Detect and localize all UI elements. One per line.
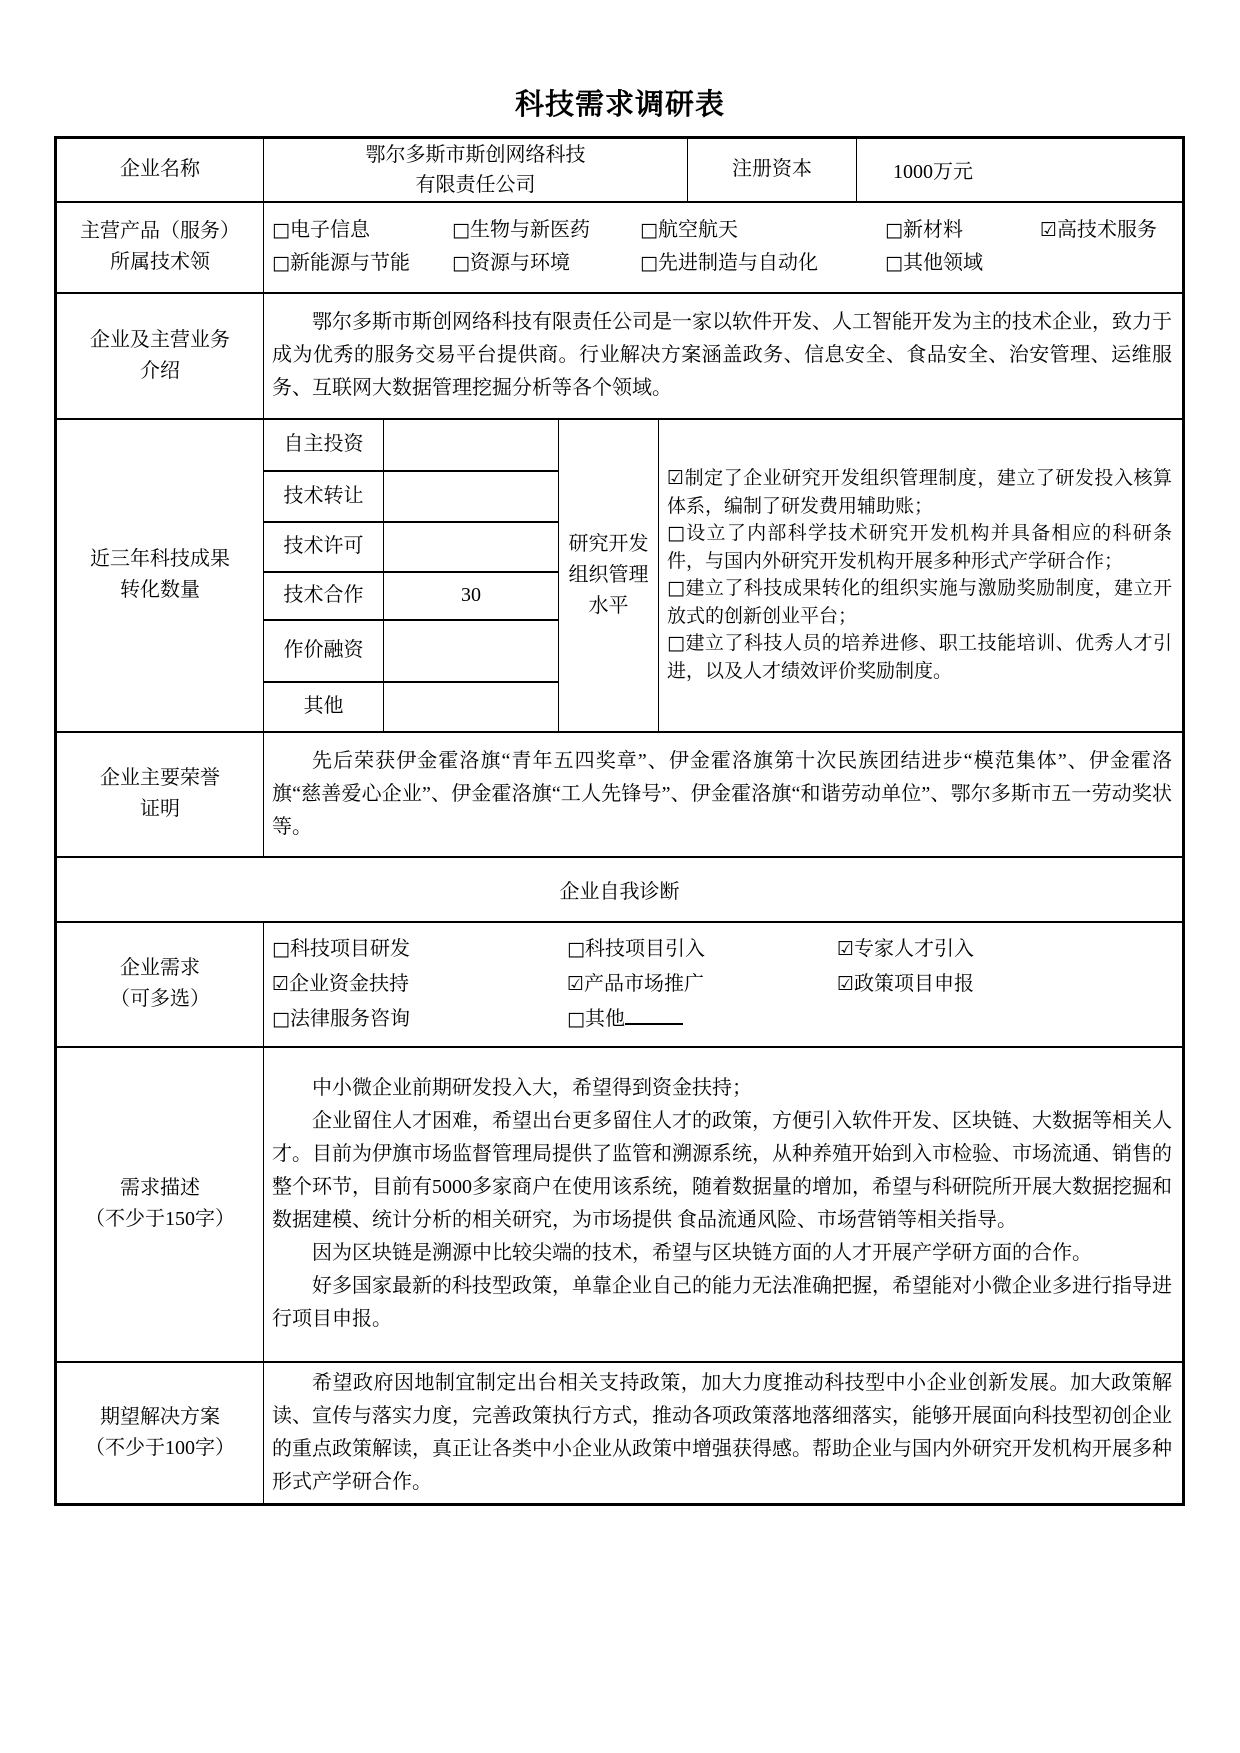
option-label: 科技项目引入	[584, 937, 705, 960]
honors-label-line1: 企业主要荣誉	[100, 767, 220, 789]
rd-level-label	[559, 419, 659, 732]
checked-checkbox-icon: ☑	[837, 937, 855, 960]
tech-field-options	[264, 202, 1184, 293]
conversion-label-line2: 转化数量	[120, 579, 200, 601]
option-label: 新材料	[902, 219, 963, 241]
option-label: 航空航天	[657, 219, 738, 241]
company-name-line1: 鄂尔多斯市斯创网络科技	[365, 143, 586, 166]
conversion-row-label: 其他	[264, 682, 384, 732]
intro-label-line2: 介绍	[140, 359, 180, 382]
conversion-label-line1: 近三年科技成果	[90, 548, 230, 570]
checkbox-icon: □	[667, 522, 687, 544]
rd-option	[667, 575, 1172, 630]
row-demand	[56, 1047, 1184, 1362]
tech-field-label	[56, 202, 264, 293]
checkbox-icon: □	[272, 252, 290, 274]
conversion-row-label: 自主投资	[264, 419, 384, 471]
option-label: 专家人才引入	[854, 937, 975, 960]
tech-field-option	[452, 214, 640, 247]
needs-option	[567, 967, 837, 1002]
rd-option	[667, 520, 1172, 575]
checkbox-icon: □	[272, 219, 290, 241]
conversion-row-value	[384, 522, 559, 572]
tech-field-option	[640, 214, 885, 247]
solution-text-cell	[264, 1362, 1184, 1505]
checked-checkbox-icon: ☑	[567, 972, 585, 995]
needs-option	[567, 932, 837, 967]
conversion-row-value: 30	[384, 572, 559, 620]
checkbox-icon: □	[667, 632, 686, 654]
option-label: 企业资金扶持	[289, 972, 410, 995]
rd-option-text: 建立了科技人员的培养进修、职工技能培训、优秀人才引进，以及人才绩效评价奖励制度。	[667, 633, 1172, 682]
registered-capital-value: 1000万元	[857, 138, 1184, 202]
solution-label-line2: （不少于100字）	[85, 1436, 235, 1459]
row-self-diagnosis	[56, 857, 1184, 922]
needs-options-row1	[272, 932, 1172, 967]
checkbox-icon: □	[272, 937, 290, 960]
demand-paragraph: 好多国家最新的科技型政策，单靠企业自己的能力无法准确把握，希望能对小微企业多进行指导进行项目申报。	[272, 1275, 1172, 1330]
solution-label	[56, 1362, 264, 1505]
row-company	[56, 138, 1184, 202]
rd-option	[667, 630, 1172, 685]
honors-label	[56, 732, 264, 857]
demand-text-cell	[264, 1047, 1184, 1362]
tech-field-options-row2	[272, 247, 1172, 280]
company-name-line2: 有限责任公司	[415, 173, 536, 196]
checkbox-icon: □	[452, 252, 470, 274]
option-label: 科技项目研发	[289, 937, 410, 960]
survey-title: 科技需求调研表	[514, 89, 725, 121]
row-honors	[56, 732, 1184, 857]
needs-option	[272, 967, 567, 1002]
demand-paragraph: 企业留住人才困难，希望出台更多留住人才的政策，方便引入软件开发、区块链、大数据等相关人才。目前为伊旗市场监督管理局提供了监管和溯源系统，从种养殖开始到入市检验、市场流通、销售的整个环节，目前有5000多家商户在使用该系统，随着数据量的增加，希望与科研院所开展大数据挖掘和数据建模、统计分析的相关研究，为市场提供 食品流通风险、市场营销等相关指导。	[272, 1110, 1172, 1231]
registered-capital-label: 注册资本	[688, 138, 857, 202]
solution-label-line1: 期望解决方案	[100, 1405, 220, 1428]
row-tech-field	[56, 202, 1184, 293]
checkbox-icon: □	[640, 252, 658, 274]
conversion-row-value	[384, 471, 559, 522]
other-blank-line	[625, 1002, 683, 1025]
tech-field-label-line1: 主营产品（服务）	[80, 220, 240, 242]
needs-option	[837, 967, 974, 1002]
conversion-row-value	[384, 620, 559, 682]
intro-label-line1: 企业及主营业务	[90, 328, 230, 351]
tech-field-options-row1	[272, 214, 1172, 247]
row-intro	[56, 293, 1184, 419]
checked-checkbox-icon: ☑	[272, 972, 290, 995]
option-label: 电子信息	[289, 219, 370, 241]
checkbox-icon: □	[567, 937, 585, 960]
checked-checkbox-icon: ☑	[837, 972, 855, 995]
rd-level-label-line2: 组织管理	[568, 563, 649, 586]
needs-options	[264, 922, 1184, 1047]
option-label: 高技术服务	[1057, 219, 1158, 241]
demand-label-line2: （不少于150字）	[85, 1208, 235, 1230]
option-label: 资源与环境	[469, 252, 570, 274]
option-label: 新能源与节能	[289, 252, 410, 274]
checkbox-icon: □	[567, 1007, 585, 1030]
option-label: 其他	[584, 1007, 625, 1030]
rd-option-text: 设立了内部科学技术研究开发机构并具备相应的科研条件，与国内外研究开发机构开展多种形式产学研合作；	[667, 523, 1172, 572]
row-needs	[56, 922, 1184, 1047]
conversion-row-label: 作价融资	[264, 620, 384, 682]
checkbox-icon: □	[885, 252, 903, 274]
tech-field-option	[1040, 214, 1157, 247]
tech-field-option	[885, 247, 983, 280]
needs-option	[837, 932, 974, 967]
option-label: 其他领域	[902, 252, 983, 274]
solution-text: 希望政府因地制宜制定出台相关支持政策，加大力度推动科技型中小企业创新发展。加大政策解读、宣传与落实力度，完善政策执行方式，推动各项政策落地落细落实，能够开展面向科技型初创企业的重点政策解读，真正让各类中小企业从政策中增强获得感。帮助企业与国内外研究开发机构开展多种形式产学研合作。	[272, 1371, 1172, 1493]
honors-label-line2: 证明	[140, 798, 180, 820]
row-conversion	[56, 419, 1184, 471]
option-label: 先进制造与自动化	[657, 252, 818, 274]
needs-options-row2	[272, 967, 1172, 1002]
checked-checkbox-icon: ☑	[667, 467, 685, 489]
checked-checkbox-icon: ☑	[1040, 219, 1058, 241]
honors-text: 先后荣获伊金霍洛旗“青年五四奖章”、伊金霍洛旗第十次民族团结进步“模范集体”、伊金霍洛旗“慈善爱心企业”、伊金霍洛旗“工人先锋号”、伊金霍洛旗“和谐劳动单位”、鄂尔多斯市五一劳动奖状等。	[272, 749, 1172, 838]
survey-table	[54, 136, 1185, 1506]
needs-label-line2: （可多选）	[110, 988, 210, 1010]
rd-option-text: 建立了科技成果转化的组织实施与激励奖励制度，建立开放式的创新创业平台；	[667, 578, 1172, 627]
self-diagnosis-header: 企业自我诊断	[56, 857, 1184, 922]
checkbox-icon: □	[272, 1007, 290, 1030]
demand-label-line1: 需求描述	[120, 1177, 200, 1199]
needs-options-row3	[272, 1002, 1172, 1037]
conversion-row-value	[384, 682, 559, 732]
conversion-row-label: 技术转让	[264, 471, 384, 522]
needs-option	[272, 1002, 567, 1037]
company-name-value	[264, 138, 688, 202]
demand-paragraph: 因为区块链是溯源中比较尖端的技术，希望与区块链方面的人才开展产学研方面的合作。	[312, 1242, 1092, 1264]
tech-field-option	[885, 214, 1040, 247]
rd-level-label-line1: 研究开发	[568, 532, 649, 555]
checkbox-icon: □	[640, 219, 658, 241]
conversion-row-label: 技术合作	[264, 572, 384, 620]
rd-option	[667, 465, 1172, 520]
conversion-row-value	[384, 419, 559, 471]
option-label: 产品市场推广	[584, 972, 705, 995]
tech-field-option	[640, 247, 885, 280]
checkbox-icon: □	[667, 577, 686, 599]
intro-text-cell	[264, 293, 1184, 419]
honors-text-cell	[264, 732, 1184, 857]
needs-option	[272, 932, 567, 967]
needs-label	[56, 922, 264, 1047]
option-label: 政策项目申报	[854, 972, 975, 995]
demand-paragraph: 中小微企业前期研发投入大，希望得到资金扶持；	[312, 1077, 752, 1099]
row-solution	[56, 1362, 1184, 1505]
company-name-label: 企业名称	[56, 138, 264, 202]
option-label: 生物与新医药	[469, 219, 590, 241]
checkbox-icon: □	[885, 219, 903, 241]
rd-option-text: 制定了企业研究开发组织管理制度，建立了研发投入核算体系，编制了研发费用辅助账；	[667, 468, 1172, 517]
tech-field-option	[272, 214, 452, 247]
tech-field-label-line2: 所属技术领	[110, 251, 210, 273]
needs-option	[567, 1002, 683, 1037]
rd-level-options	[659, 419, 1184, 732]
checkbox-icon: □	[452, 219, 470, 241]
intro-text: 鄂尔多斯市斯创网络科技有限责任公司是一家以软件开发、人工智能开发为主的技术企业，致力于成为优秀的服务交易平台提供商。行业解决方案涵盖政务、信息安全、食品安全、治安管理、运维服务、互联网大数据管理挖掘分析等各个领域。	[272, 311, 1172, 399]
conversion-label	[56, 419, 264, 732]
option-label: 法律服务咨询	[289, 1007, 410, 1030]
conversion-row-label: 技术许可	[264, 522, 384, 572]
tech-field-option	[272, 247, 452, 280]
tech-field-option	[452, 247, 640, 280]
intro-label	[56, 293, 264, 419]
needs-label-line1: 企业需求	[120, 957, 200, 979]
rd-level-label-line3: 水平	[588, 594, 629, 617]
demand-label	[56, 1047, 264, 1362]
